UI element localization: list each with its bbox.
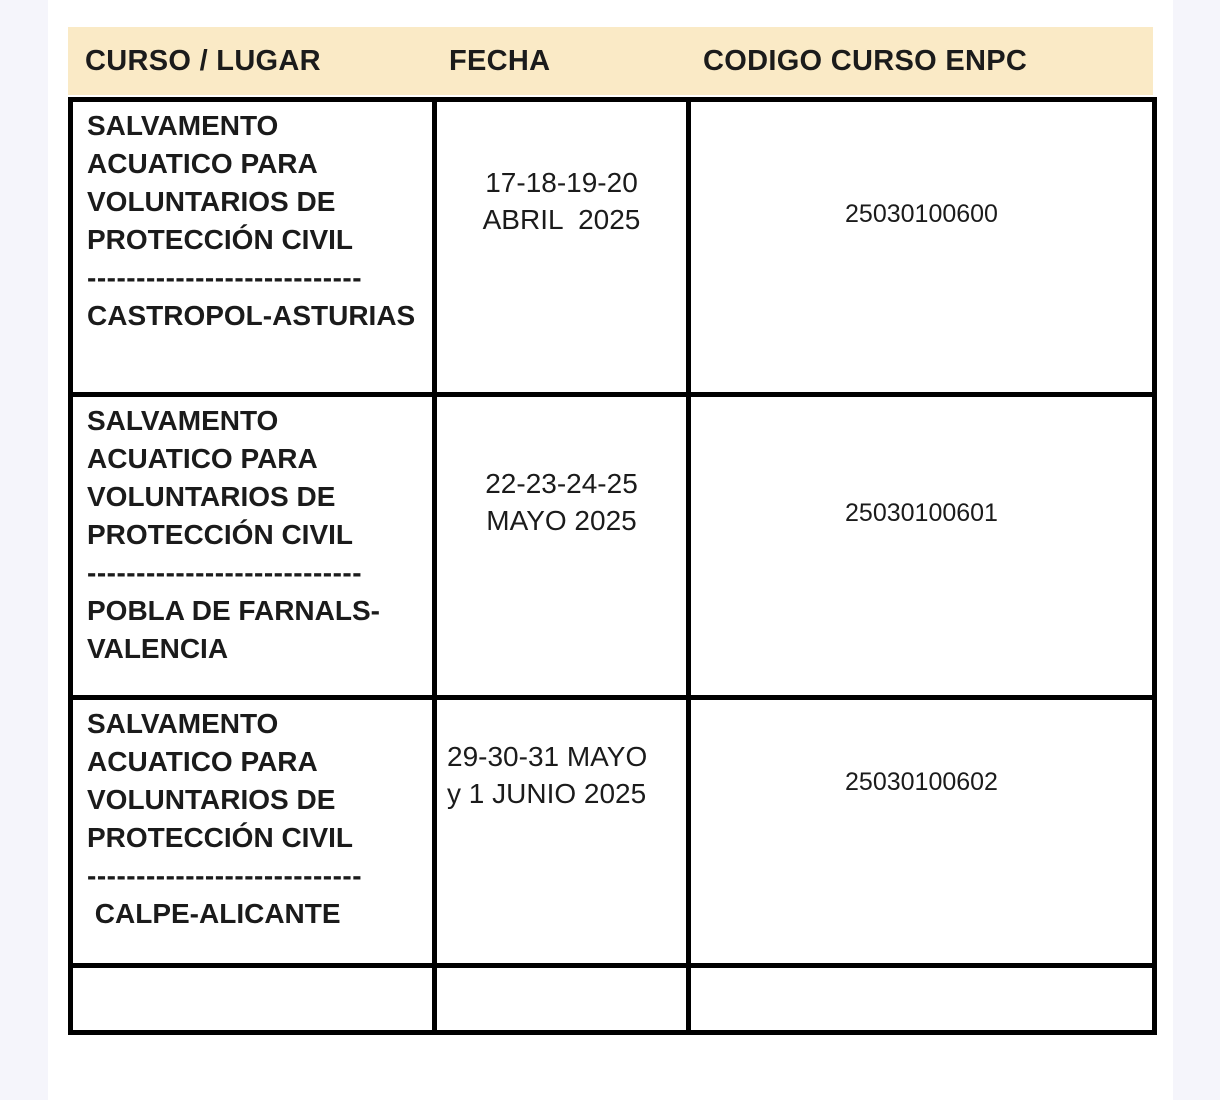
course-line: SALVAMENTO [87,405,279,436]
code-cell [689,100,1155,395]
course-line: PROTECCIÓN CIVIL [87,224,354,255]
course-line: PROTECCIÓN CIVIL [87,519,354,550]
location-line: CALPE-ALICANTE [87,898,341,929]
course-line: ACUATICO PARA [87,148,318,179]
empty-cell [689,966,1155,1033]
course-line: VOLUNTARIOS DE [87,784,336,815]
document-inner [48,0,1173,1035]
header-curso-lugar: CURSO / LUGAR [85,44,321,77]
header-fecha: FECHA [449,44,551,77]
separator-line: ---------------------------- [87,262,363,293]
course-line: ACUATICO PARA [87,746,318,777]
code-cell [689,395,1155,698]
date-line: MAYO 2025 [486,505,637,536]
table-header-bar [68,27,1153,95]
separator-line: ---------------------------- [87,557,363,588]
course-line: SALVAMENTO [87,708,279,739]
course-line: SALVAMENTO [87,110,279,141]
document-area [48,0,1173,1100]
empty-cell [71,966,435,1033]
course-location-cell [71,698,435,966]
location-line: POBLA DE FARNALS-VALENCIA [87,595,380,664]
date-cell [435,395,689,698]
table-row-pobla-de-farnals [71,395,1155,698]
course-code: 25030100601 [845,499,998,527]
date-line: 22-23-24-25 [485,468,638,499]
separator-line: ---------------------------- [87,860,363,891]
date-line: y 1 JUNIO 2025 [447,778,647,809]
courses-table [68,97,1157,1035]
table-row-castropol [71,100,1155,395]
course-location-cell [71,395,435,698]
table-row-calpe [71,698,1155,966]
course-code: 25030100600 [845,200,998,228]
course-line: VOLUNTARIOS DE [87,481,336,512]
course-code: 25030100602 [845,768,998,796]
location-line: CASTROPOL-ASTURIAS [87,300,416,331]
course-line: ACUATICO PARA [87,443,318,474]
date-line: 29-30-31 MAYO [447,741,648,772]
table-row-empty [71,966,1155,1033]
date-cell [435,698,689,966]
date-line: 17-18-19-20 [485,167,638,198]
date-cell [435,100,689,395]
course-location-cell [71,100,435,395]
course-line: VOLUNTARIOS DE [87,186,336,217]
empty-cell [435,966,689,1033]
code-cell [689,698,1155,966]
header-codigo-curso-enpc: CODIGO CURSO ENPC [703,44,1028,77]
date-line: ABRIL 2025 [482,204,641,235]
course-line: PROTECCIÓN CIVIL [87,822,354,853]
